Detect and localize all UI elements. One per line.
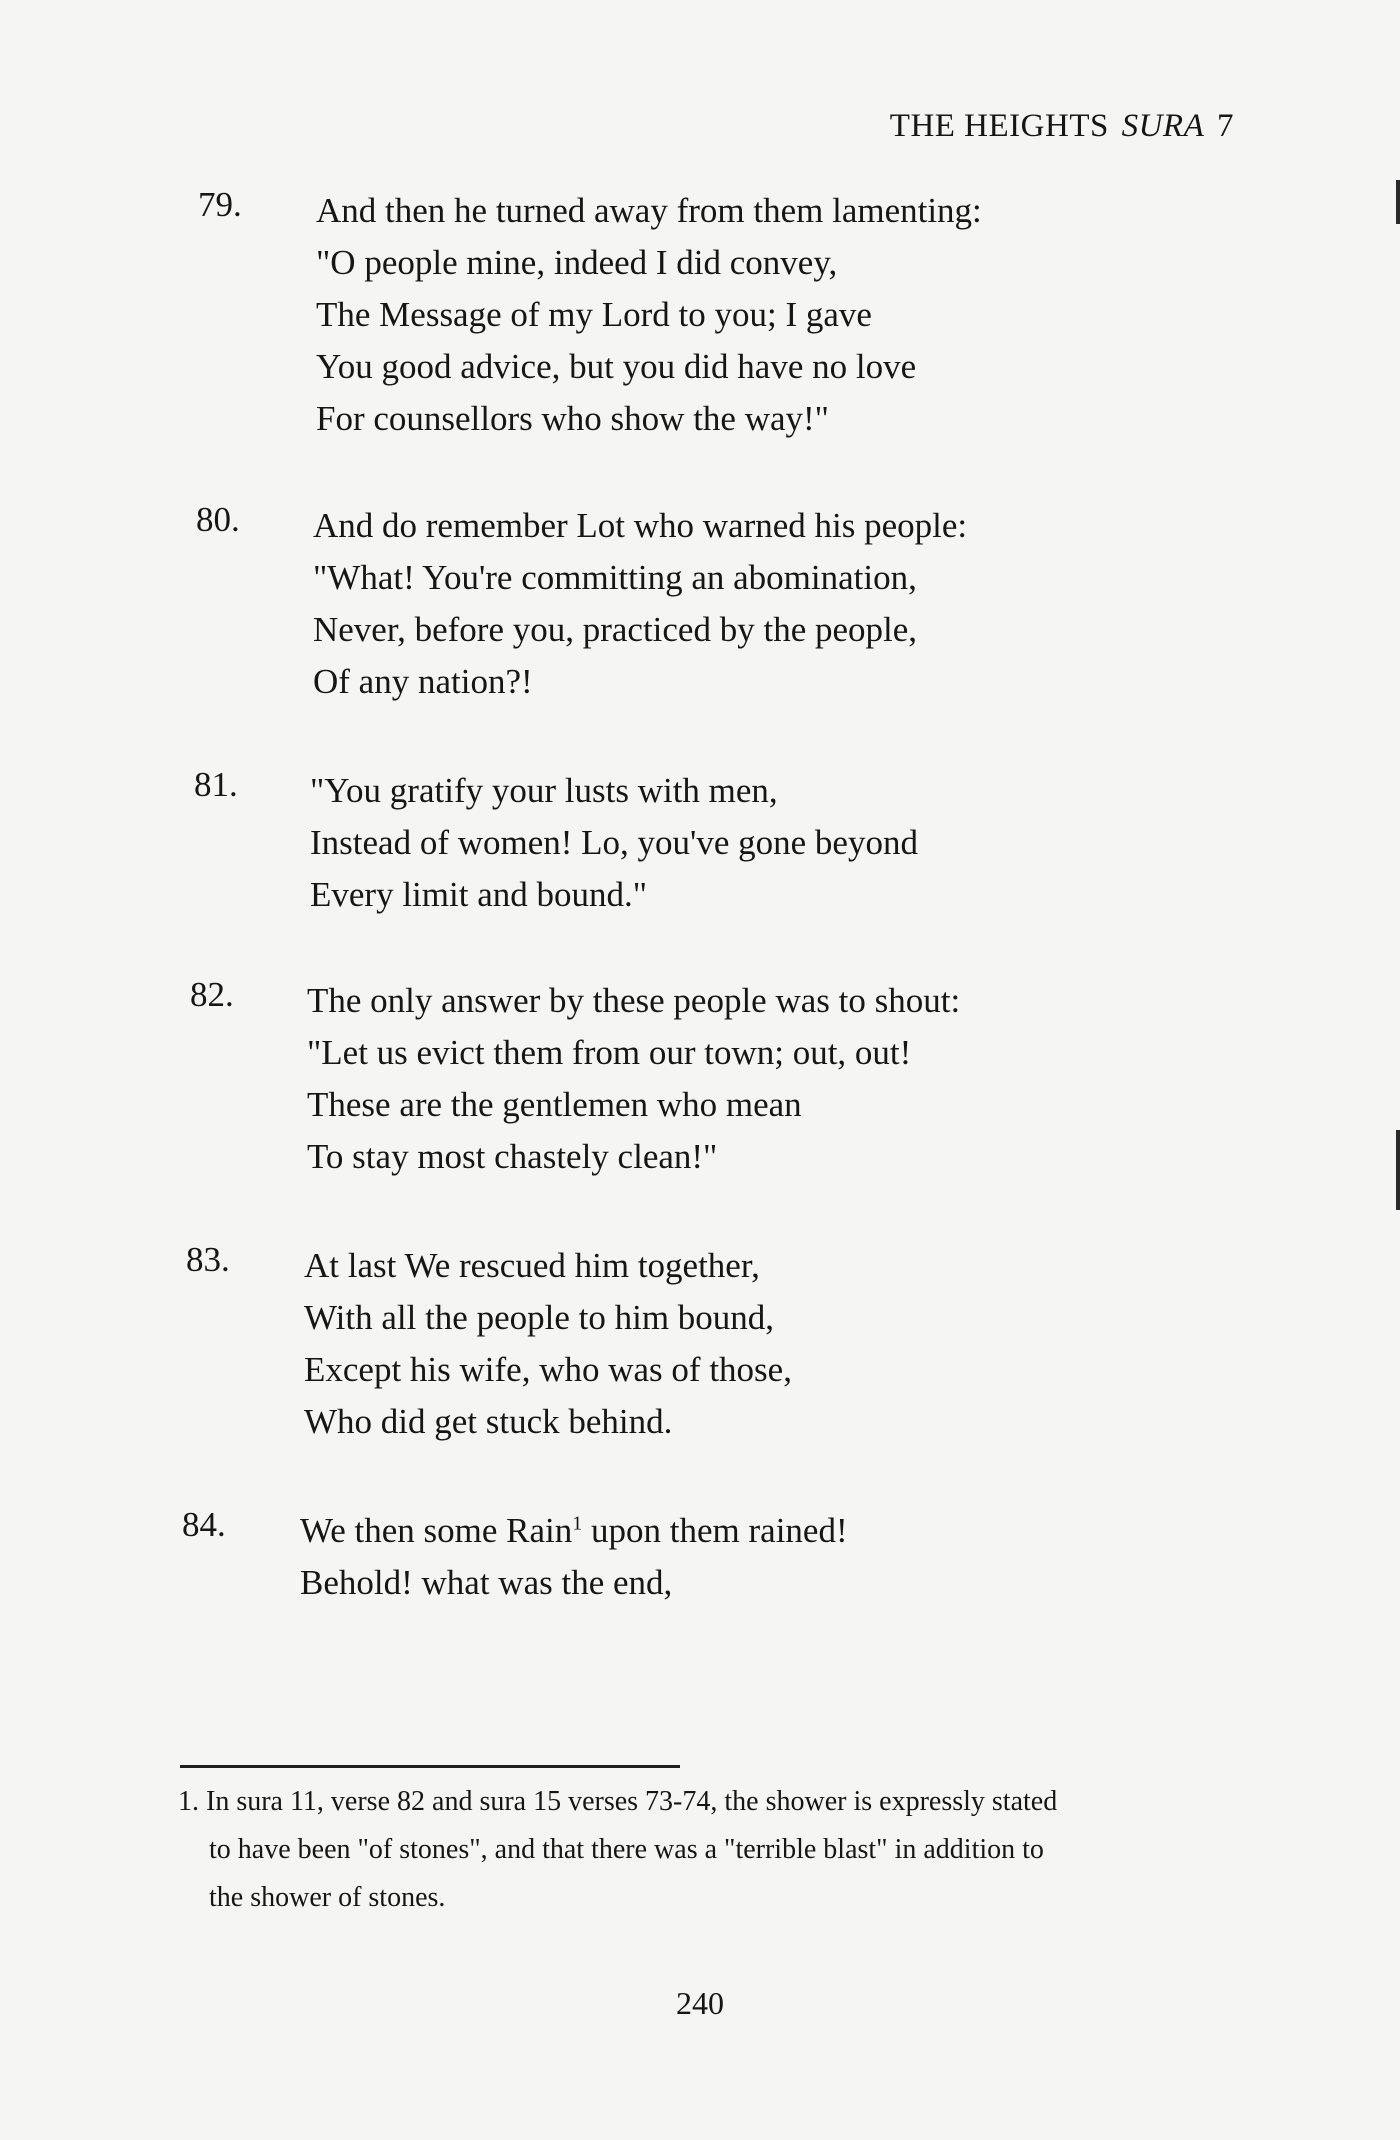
verse-line: With all the people to him bound, xyxy=(304,1298,775,1337)
verse-number: 82. xyxy=(190,975,234,1014)
verse-line: And do remember Lot who warned his people: xyxy=(313,506,968,545)
verse-text xyxy=(300,1505,848,1609)
verse-line: The Message of my Lord to you; I gave xyxy=(316,295,872,334)
running-head-sura-label: SURA xyxy=(1121,108,1205,144)
footnote-line: 1. In sura 11, verse 82 and sura 15 verses 73-74, the shower is expressly stated xyxy=(178,1786,1058,1817)
footnote-line: to have been "of stones", and that there was a "terrible blast" in addition to xyxy=(209,1834,1044,1865)
verse-number: 79. xyxy=(198,185,242,224)
verse-line-text: upon them rained! xyxy=(582,1511,848,1550)
verse-line: The only answer by these people was to shout: xyxy=(307,981,961,1020)
scan-edge-mark xyxy=(1396,180,1400,224)
running-head-title: THE HEIGHTS xyxy=(889,108,1109,144)
verse-number: 81. xyxy=(194,765,238,804)
verse-line: "What! You're committing an abomination, xyxy=(313,558,917,597)
verse-line: Never, before you, practiced by the people, xyxy=(313,610,918,649)
verse-text xyxy=(304,1240,792,1448)
verse-line-text: We then some Rain xyxy=(300,1511,573,1550)
verse-line: Except his wife, who was of those, xyxy=(304,1350,792,1389)
verse-text xyxy=(313,500,967,708)
verse-line: Who did get stuck behind. xyxy=(304,1402,673,1441)
verse-line xyxy=(300,1505,848,1557)
verse-line: At last We rescued him together, xyxy=(304,1246,760,1285)
verse-number: 84. xyxy=(182,1505,226,1544)
verse-line: And then he turned away from them lamenting: xyxy=(316,191,982,230)
verse-line: You good advice, but you did have no love xyxy=(316,347,917,386)
running-head-sura-number: 7 xyxy=(1217,108,1234,144)
verse-line: These are the gentlemen who mean xyxy=(307,1085,802,1124)
verse-line: "Let us evict them from our town; out, out! xyxy=(307,1033,912,1072)
verse-line: To stay most chastely clean!" xyxy=(307,1137,718,1176)
verse-line: Every limit and bound." xyxy=(310,875,648,914)
scan-edge-mark xyxy=(1396,1130,1400,1210)
verse-line: Of any nation?! xyxy=(313,662,533,701)
verse-line: For counsellors who show the way!" xyxy=(316,399,829,438)
running-head xyxy=(890,108,1234,145)
verse-text xyxy=(316,185,982,445)
verse-line: Behold! what was the end, xyxy=(300,1563,673,1602)
verse-number: 80. xyxy=(196,500,240,539)
footnote-divider xyxy=(180,1765,680,1768)
page-number: 240 xyxy=(676,1985,724,2021)
verse-line: Instead of women! Lo, you've gone beyond xyxy=(310,823,918,862)
verse-line: "You gratify your lusts with men, xyxy=(310,771,778,810)
verse-text xyxy=(310,765,918,921)
footnote-line: the shower of stones. xyxy=(209,1882,446,1913)
footnote xyxy=(178,1778,1198,1922)
footnote-reference[interactable]: 1 xyxy=(572,1512,583,1535)
verse-line: "O people mine, indeed I did convey, xyxy=(316,243,838,282)
verse-text xyxy=(307,975,960,1183)
verse-number: 83. xyxy=(186,1240,230,1279)
